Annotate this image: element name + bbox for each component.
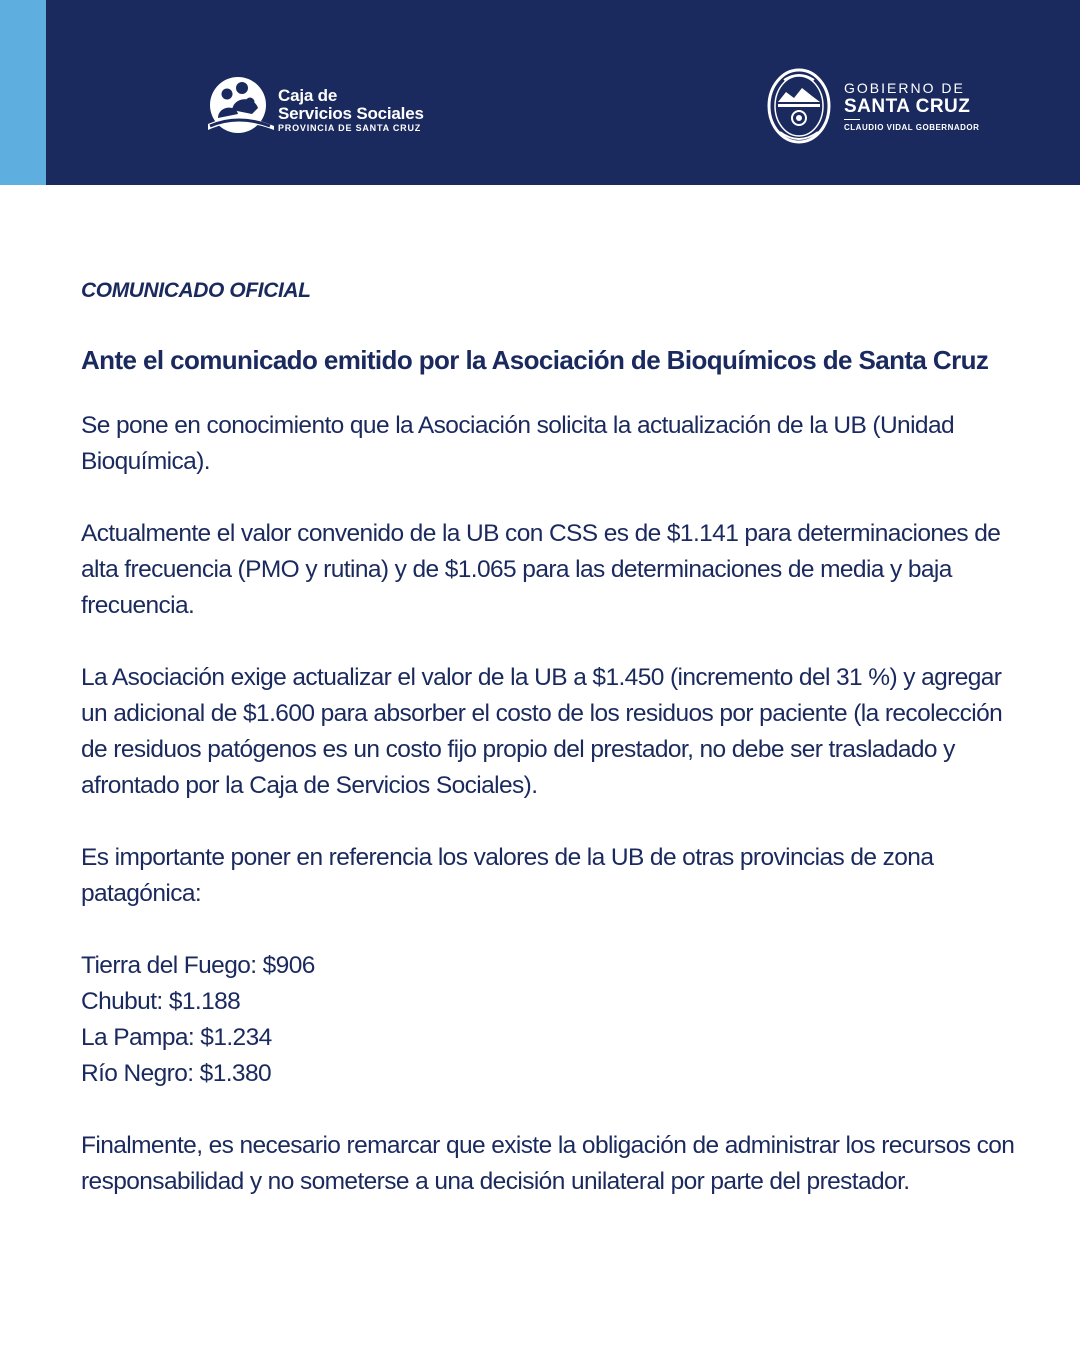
- list-item: Tierra del Fuego: $906: [81, 952, 315, 979]
- document-headline: Ante el comunicado emitido por la Asociación de Bioquímicos de Santa Cruz: [81, 345, 989, 375]
- list-item: Río Negro: $1.380: [81, 1060, 272, 1087]
- paragraph-request: Se pone en conocimiento que la Asociación solicita la actualización de la UB (Unidad Bioquímica).: [81, 412, 954, 475]
- province-values-list: [81, 948, 1016, 1092]
- css-logo-line1: Caja de: [278, 86, 338, 105]
- gobierno-santa-cruz-logo: [766, 66, 996, 146]
- caja-servicios-sociales-logo: [208, 74, 438, 138]
- header-banner: [0, 0, 1080, 185]
- paragraph-closing: Finalmente, es necesario remarcar que existe la obligación de administrar los recursos con responsabilidad y no someterse a una decisión unilateral por parte del prestador.: [81, 1132, 1015, 1195]
- gov-logo-line2: SANTA CRUZ: [844, 96, 971, 117]
- gov-logo-divider: [844, 119, 860, 120]
- paragraph-reference: Es importante poner en referencia los valores de la UB de otras provincias de zona patagónica:: [81, 844, 934, 907]
- gov-logo-line1: GOBIERNO DE: [844, 80, 965, 96]
- accent-stripe: [0, 0, 46, 185]
- paragraph-demand: La Asociación exige actualizar el valor de la UB a $1.450 (incremento del 31 %) y agregar un adicional de $1.600 para absorber el costo de los residuos por paciente (la recolección de residuos patógenos es un costo fijo propio del prestador, no debe ser trasladado y afrontado por la Caja de Servicios Sociales).: [81, 664, 1003, 799]
- provincial-coat-of-arms-icon: [766, 66, 832, 146]
- paragraph-current-value: Actualmente el valor convenido de la UB con CSS es de $1.141 para determinaciones de alta frecuencia (PMO y rutina) y de $1.065 para las determinaciones de media y baja frecuencia.: [81, 520, 1001, 619]
- css-logo-line3: PROVINCIA DE SANTA CRUZ: [278, 123, 422, 133]
- css-logo-line2: Servicios Sociales: [278, 104, 424, 123]
- gov-logo-line3: CLAUDIO VIDAL GOBERNADOR: [844, 123, 980, 132]
- communique-body: [81, 278, 1016, 1200]
- document-label: COMUNICADO OFICIAL: [81, 279, 311, 302]
- list-item: Chubut: $1.188: [81, 988, 241, 1015]
- list-item: La Pampa: $1.234: [81, 1024, 272, 1051]
- family-people-icon: [208, 74, 274, 136]
